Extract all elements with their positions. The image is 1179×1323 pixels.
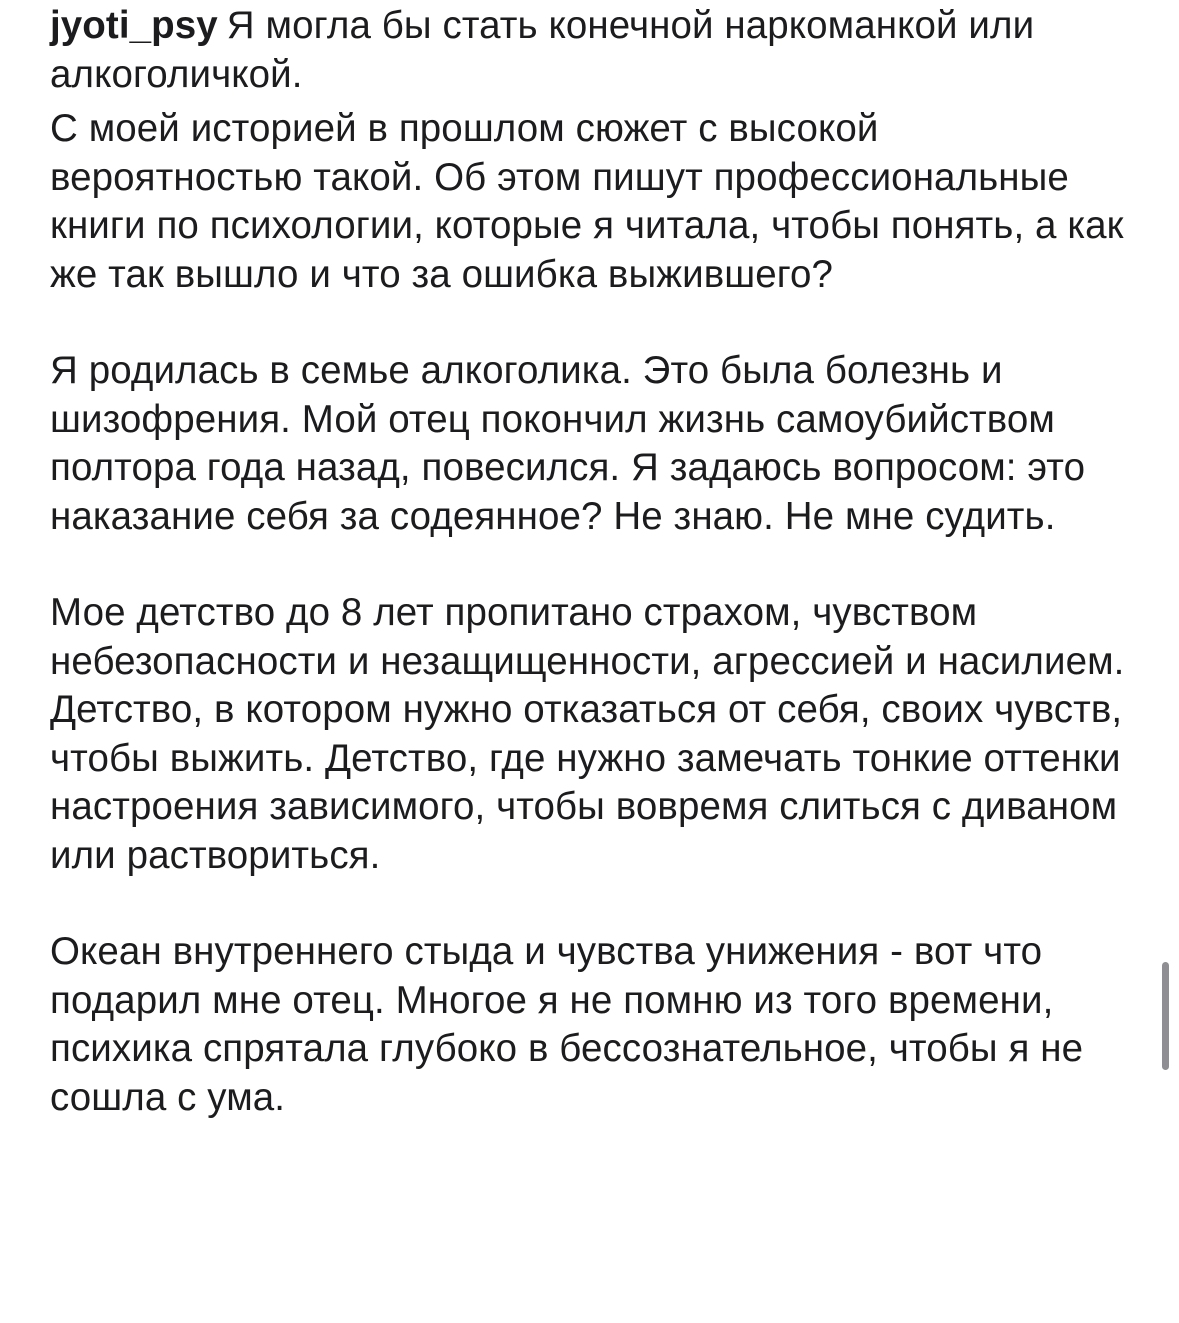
username-link[interactable]: jyoti_psy bbox=[50, 4, 218, 47]
caption-paragraph-3: Я родилась в семье алкоголика. Это была болезнь и шизофрения. Мой отец покончил жизнь самоубийством полтора года назад, повесился. Я задаюсь вопросом: это наказание себя за содеянное? Не знаю. Не мне судить. bbox=[50, 349, 1086, 538]
caption-intro bbox=[50, 2, 1135, 99]
caption-paragraph-5: Океан внутреннего стыда и чувства унижения - вот что подарил мне отец. Многое я не помню из того времени, психика спрятала глубоко в бессознательное, чтобы я не сошла с ума. bbox=[50, 930, 1084, 1119]
post-caption bbox=[50, 2, 1135, 1122]
caption-paragraph-2: С моей историей в прошлом сюжет с высокой вероятностью такой. Об этом пишут профессиональные книги по психологии, которые я читала, чтобы понять, а как же так вышло и что за ошибка выжившего? bbox=[50, 107, 1124, 296]
caption-paragraph-4: Мое детство до 8 лет пропитано страхом, чувством небезопасности и незащищенности, агрессией и насилием. Детство, в котором нужно отказаться от себя, своих чувств, чтобы выжить. Детство, где нужно замечать тонкие оттенки настроения зависимого, чтобы вовремя слиться с диваном или раствориться. bbox=[50, 591, 1125, 877]
caption-paragraph-1: Я могла бы стать конечной наркоманкой или алкоголичкой. bbox=[50, 4, 1035, 96]
scrollbar[interactable] bbox=[1162, 962, 1169, 1070]
